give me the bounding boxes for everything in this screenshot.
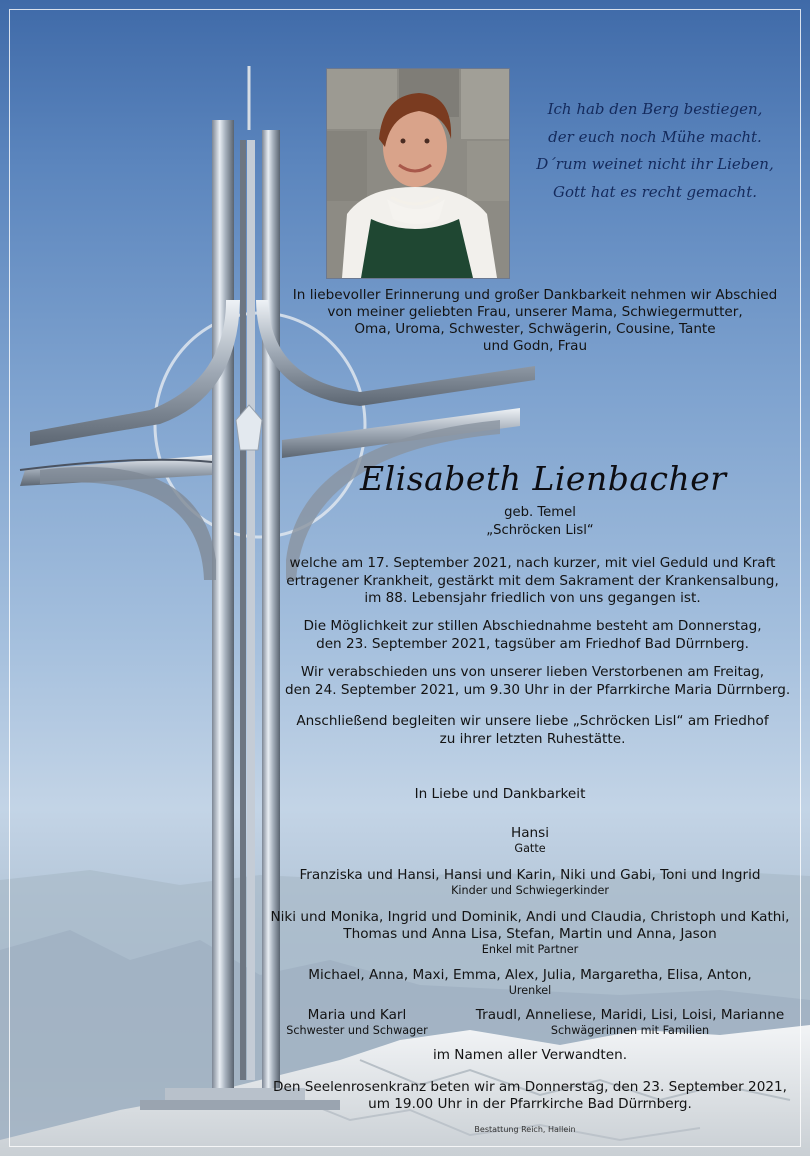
- portrait-photo: [326, 68, 510, 279]
- poem-line: Gott hat es recht gemacht.: [553, 182, 757, 201]
- intro-line: In liebevoller Erinnerung und großer Dankbarkeit nehmen wir Abschied: [292, 287, 778, 303]
- in-laws-names: Traudl, Anneliese, Maridi, Lisi, Loisi, Marianne: [475, 1007, 785, 1023]
- children-entry: [270, 867, 790, 897]
- text-line: Anschließend begleiten wir unsere liebe „Schröcken Lisl“ am Friedhof: [296, 713, 769, 729]
- children-role: Kinder und Schwiegerkinder: [451, 884, 609, 897]
- in-laws-role: Schwägerinnen mit Familien: [550, 1024, 710, 1037]
- poem: [520, 96, 790, 206]
- spouse-entry: [270, 825, 790, 855]
- spouse-name: Hansi: [510, 825, 550, 841]
- intro-line: von meiner geliebten Frau, unserer Mama, Schwiegermutter,: [327, 304, 743, 320]
- rosary-line: Den Seelenrosenkranz beten wir am Donnerstag, den 23. September 2021,: [273, 1079, 787, 1095]
- siblings-entry: [272, 1007, 442, 1037]
- deceased-name: Elisabeth Lienbacher: [360, 459, 727, 498]
- text-line: ertragener Krankheit, gestärkt mit dem Sakrament der Krankensalbung,: [286, 572, 779, 589]
- text-line: im 88. Lebensjahr friedlich von uns gegangen ist.: [364, 590, 701, 606]
- grandchildren-role: Enkel mit Partner: [481, 943, 579, 956]
- siblings-role: Schwester und Schwager: [286, 1024, 428, 1037]
- text-line: den 24. September 2021, um 9.30 Uhr in der Pfarrkirche Maria Dürrnberg.: [285, 681, 791, 698]
- grandchildren-names: Thomas und Anna Lisa, Stefan, Martin und Anna, Jason: [343, 926, 717, 942]
- text-line: den 23. September 2021, tagsüber am Friedhof Bad Dürrnberg.: [316, 635, 749, 652]
- text-line: welche am 17. September 2021, nach kurzer, mit viel Geduld und Kraft: [289, 555, 776, 571]
- great-grandchildren-role: Urenkel: [508, 984, 552, 997]
- poem-line: Ich hab den Berg bestiegen,: [547, 100, 763, 118]
- rosary-line: um 19.00 Uhr in der Pfarrkirche Bad Dürrnberg.: [368, 1096, 692, 1112]
- nickname: „Schröcken Lisl“: [486, 523, 594, 538]
- mourners-heading: [270, 786, 790, 803]
- poem-line: der euch noch Mühe macht.: [548, 127, 762, 146]
- rosary-notice: [270, 1079, 790, 1113]
- heading-line: In Liebe und Dankbarkeit: [414, 786, 586, 802]
- siblings-names: Maria und Karl: [307, 1007, 407, 1023]
- children-names: Franziska und Hansi, Hansi und Karin, Niki und Gabi, Toni und Ingrid: [299, 867, 761, 883]
- great-grandchildren-entry: [270, 967, 790, 997]
- grandchildren-names: Niki und Monika, Ingrid und Dominik, Andi und Claudia, Christoph und Kathi,: [270, 909, 790, 925]
- cross-vertical-left: [212, 120, 234, 1100]
- great-grandchildren-names: Michael, Anna, Maxi, Emma, Alex, Julia, Margaretha, Elisa, Anton,: [308, 967, 752, 983]
- viewing-notice: [285, 618, 780, 653]
- intro-text: [290, 287, 780, 355]
- intro-line: und Godn, Frau: [482, 338, 588, 354]
- funeral-home-credit: Bestattung Reich, Hallein: [474, 1125, 576, 1134]
- spouse-role: Gatte: [514, 842, 546, 855]
- poem-line: D´rum weinet nicht ihr Lieben,: [536, 155, 774, 173]
- in-laws-entry: [470, 1007, 790, 1037]
- burial-notice: [285, 713, 780, 748]
- death-notice: [285, 555, 780, 608]
- text-line: Die Möglichkeit zur stillen Abschiednahme besteht am Donnerstag,: [303, 618, 762, 634]
- birth-name: geb. Temel: [504, 505, 576, 520]
- text-line: Wir verabschieden uns von unserer lieben Verstorbenen am Freitag,: [300, 664, 765, 680]
- closing-line: [270, 1047, 790, 1064]
- grandchildren-entry: [270, 909, 790, 956]
- closing-text: im Namen aller Verwandten.: [432, 1047, 628, 1063]
- intro-line: Oma, Uroma, Schwester, Schwägerin, Cousine, Tante: [354, 321, 716, 337]
- funeral-notice: [285, 664, 791, 699]
- text-line: zu ihrer letzten Ruhestätte.: [439, 730, 626, 747]
- cross-crystal: [236, 405, 262, 450]
